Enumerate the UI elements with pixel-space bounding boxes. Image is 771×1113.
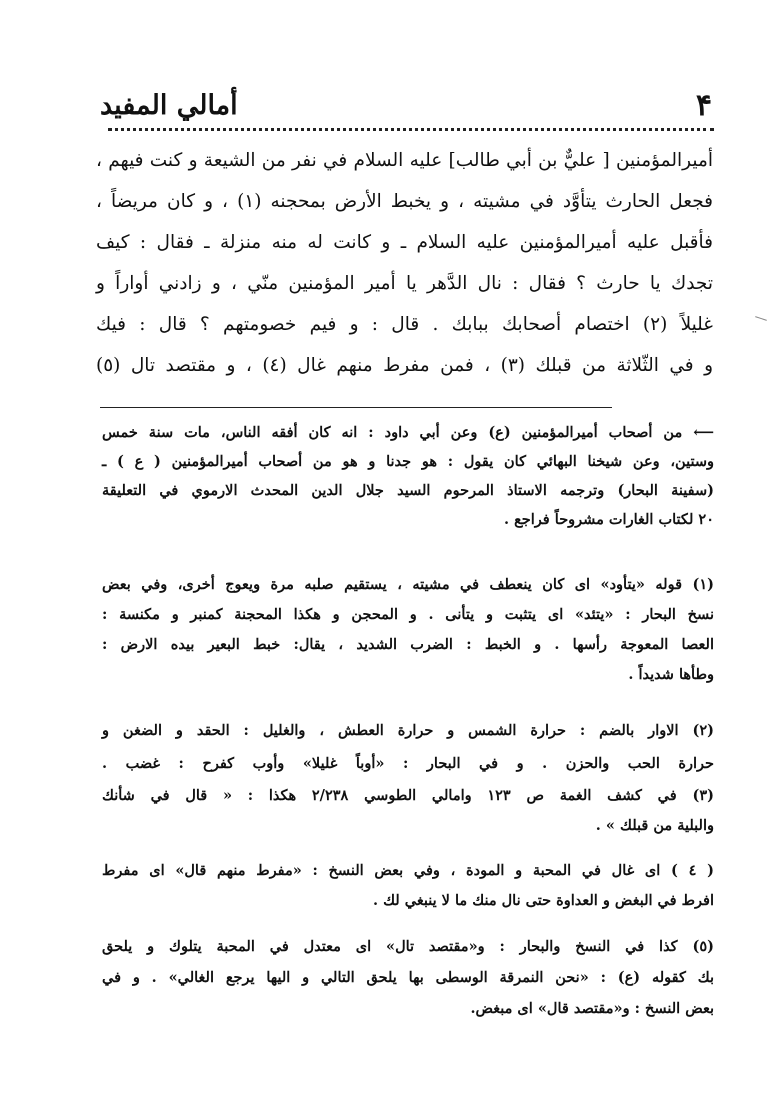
footnote-1 [102,570,714,690]
footnote-line: العصا المعوجة رأسها . و الخبط : الضرب الشديد ، يقال: خبط البعير بيده الارض : [102,636,714,653]
footnote-line: (سفينة البحار) وترجمه الاستاذ المرحوم السيد جلال الدين المحدث الارموي في التعليقة [102,482,714,499]
footnote-3 [102,781,714,841]
header-dotted-divider [108,128,714,131]
footnote-line: وستين، وعن شيخنا البهائي كان يقول : هو جدنا و هو من أصحاب أميرالمؤمنين ( ع ) ـ [102,453,714,470]
footnote-line: وطأها شديداً . [628,666,714,683]
main-text-line: و في الثّلاثة من قبلك (٣) ، فمن مفرط منهم غال (٤) ، و مقتصد تال (٥) [96,355,714,376]
footnote-2 [102,714,714,780]
margin-mark [755,316,767,321]
footnote-line: ⟵ من أصحاب أميرالمؤمنين (ع) وعن أبي داود : انه كان أفقه الناس، مات سنة خمس [102,424,714,441]
footnote-line: (٣) في كشف الغمة ص ١٢٣ وامالي الطوسي ٢/٢٣٨ هكذا : « قال في شأنك [102,787,714,804]
footnote-continuation [102,418,714,534]
main-text-line: فجعل الحارث يتأوَّد في مشيته ، و يخبط الأرض بمحجنه (١) ، و كان مريضاً ، [96,191,713,212]
footnote-line: والبلية من قبلك » . [595,817,714,834]
footnote-line: بك كقوله (ع) : «نحن النمرقة الوسطى بها يلحق التالي و اليها يرجع الغالي» . و في [102,969,714,986]
footnote-4 [102,856,714,916]
footnote-divider [100,407,612,408]
main-text-line: غليلاً (٢) اختصام أصحابك ببابك . قال : و فيم خصومتهم ؟ قال : فيك [96,314,713,335]
footnote-line: (٥) كذا في النسخ والبحار : و«مقتصد تال» اى معتدل في المحبة يتلوك و يلحق [102,938,714,955]
footnote-line: ( ٤ ) اى غال في المحبة و المودة ، وفي بعض النسخ : «مفرط منهم قال» اى مفرط [102,862,714,879]
book-title: أمالي المفيد [100,90,238,121]
footnote-5 [102,931,714,1024]
footnote-line: ٢٠ لكتاب الغارات مشروحاً فراجع . [503,511,714,528]
footnote-line: افرط في البغض و العداوة حتى نال منك ما لا ينبغي لك . [372,892,714,909]
footnote-line: بعض النسخ : و«مقتصد قال» اى مبغض. [470,1000,714,1017]
main-text-line: أميرالمؤمنين [ عليٌّ بن أبي طالب] عليه السلام في نفر من الشيعة و كنت فيهم ، [96,150,713,171]
footnote-line: نسخ البحار : «يتئد» اى يتثبت و يتأنى . و المحجن و هكذا المحجنة كمنبر و مكنسة : [102,606,714,623]
main-text [96,140,713,386]
main-text-line: فأقبل عليه أميرالمؤمنين عليه السلام ـ و كانت له منه منزلة ـ فقال : كيف [96,232,713,253]
page-header [100,88,712,128]
page-number: ۴ [695,88,712,123]
footnote-line: (١) قوله «يتأود» اى كان ينعطف في مشيته ، يستقيم صلبه مرة ويعوج أخرى، وفي بعض [102,576,714,593]
footnote-line: حرارة الحب والحزن . و في البحار : «أوباً غليلا» وأوب كفرح : غضب . [102,755,714,772]
footnote-line: (٢) الاوار بالضم : حرارة الشمس و حرارة العطش ، والغليل : الحقد و الضغن و [102,722,714,739]
main-text-line: تجدك يا حارث ؟ فقال : نال الدَّهر يا أمير المؤمنين منّي ، و زادني أواراً و [96,273,713,294]
